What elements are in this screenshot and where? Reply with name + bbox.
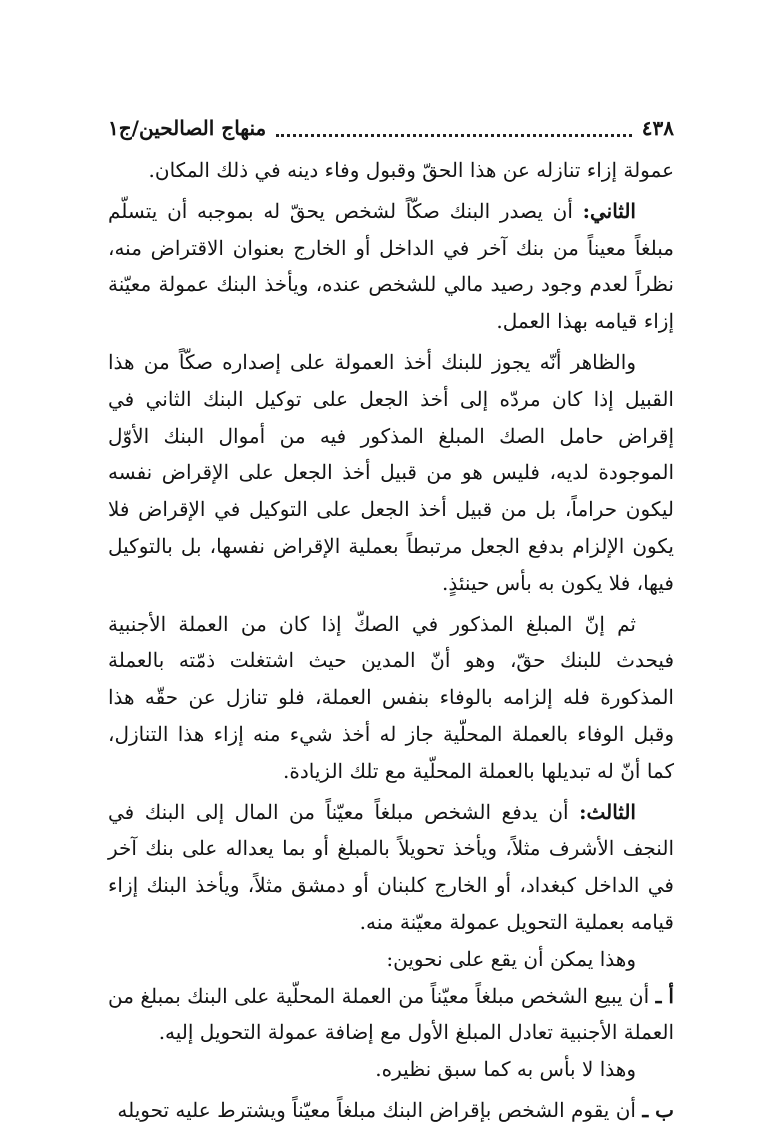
paragraph (108, 1051, 674, 1088)
paragraph-text: وهذا لا بأس به كما سبق نظيره. (375, 1057, 636, 1082)
paragraph (108, 1092, 674, 1129)
page-header (108, 113, 674, 143)
paragraph-text: وهذا يمكن أن يقع على نحوين: (386, 946, 636, 971)
section-lead: الثالث: (579, 799, 636, 824)
paragraph (108, 606, 674, 790)
header-dot-leader (276, 132, 632, 137)
section-lead: الثاني: (582, 198, 636, 223)
paragraph (108, 344, 674, 602)
running-title: منهاج الصالحين/ج١ (108, 116, 267, 140)
paragraph-text: أن يقوم الشخص بإقراض البنك مبلغاً معيّناً ويشترط عليه تحويله (117, 1097, 643, 1122)
section-lead: أ ـ (655, 983, 674, 1008)
paragraph (108, 152, 674, 189)
page-body (108, 152, 674, 1129)
page-number: ٤٣٨ (641, 116, 674, 140)
paragraph (108, 941, 674, 978)
paragraph-text: والظاهر أنّه يجوز للبنك أخذ العمولة على إصداره صكّاً من هذا القبيل إذا كان مردّه إلى أخذ الجعل على توكيل البنك الثاني في إقراض حامل الصك المبلغ المذكور فيه من أموال البنك الأوّل الموجودة لديه، فليس هو من قبيل أخذ الجعل على الإقراض نفسه ليكون حراماً، بل من قبيل أخذ الجعل على التوكيل في الإقراض فلا يكون الإلزام بدفع الجعل مرتبطاً بعملية الإقراض نفسها، بل بالتوكيل فيها، فلا يكون به بأس حينئذٍ. (108, 349, 674, 595)
paragraph-text: أن يدفع الشخص مبلغاً معيّناً من المال إلى البنك في النجف الأشرف مثلاً، ويأخذ تحويلاً بالمبلغ أو بما يعداله على بنك آخر في الداخل كبغداد، أو الخارج كلبنان أو دمشق مثلاً، ويأخذ البنك إزاء قيامه بعملية التحويل عمولة معيّنة منه. (108, 799, 674, 934)
paragraph-text: ثم إنّ المبلغ المذكور في الصكّ إذا كان من العملة الأجنبية فيحدث للبنك حقّ، وهو أنّ المدين حيث اشتغلت ذمّته بالعملة المذكورة فله إلزامه بالوفاء بنفس العملة، فلو تنازل عن حقّه هذا وقبل الوفاء بالعملة المحلّية جاز له أخذ شيء منه إزاء هذا التنازل، كما أنّ له تبديلها بالعملة المحلّية مع تلك الزيادة. (108, 611, 674, 783)
paragraph-text: أن يصدر البنك صكّاً لشخص يحقّ له بموجبه أن يتسلّم مبلغاً معيناً من بنك آخر في الداخل أو الخارج بعنوان الاقتراض منه، نظراً لعدم وجود رصيد مالي للشخص عنده، ويأخذ البنك عمولة معيّنة إزاء قيامه بهذا العمل. (108, 198, 674, 334)
paragraph (108, 978, 674, 1052)
paragraph (108, 193, 674, 340)
paragraph-text: أن يبيع الشخص مبلغاً معيّناً من العملة المحلّية على البنك بمبلغ من العملة الأجنبية تعادل المبلغ الأول مع إضافة عمولة التحويل إليه. (108, 983, 674, 1045)
section-lead: ب ـ (642, 1097, 674, 1122)
paragraph (108, 794, 674, 941)
paragraph-text: عمولة إزاء تنازله عن هذا الحقّ وقبول وفاء دينه في ذلك المكان. (148, 158, 674, 182)
